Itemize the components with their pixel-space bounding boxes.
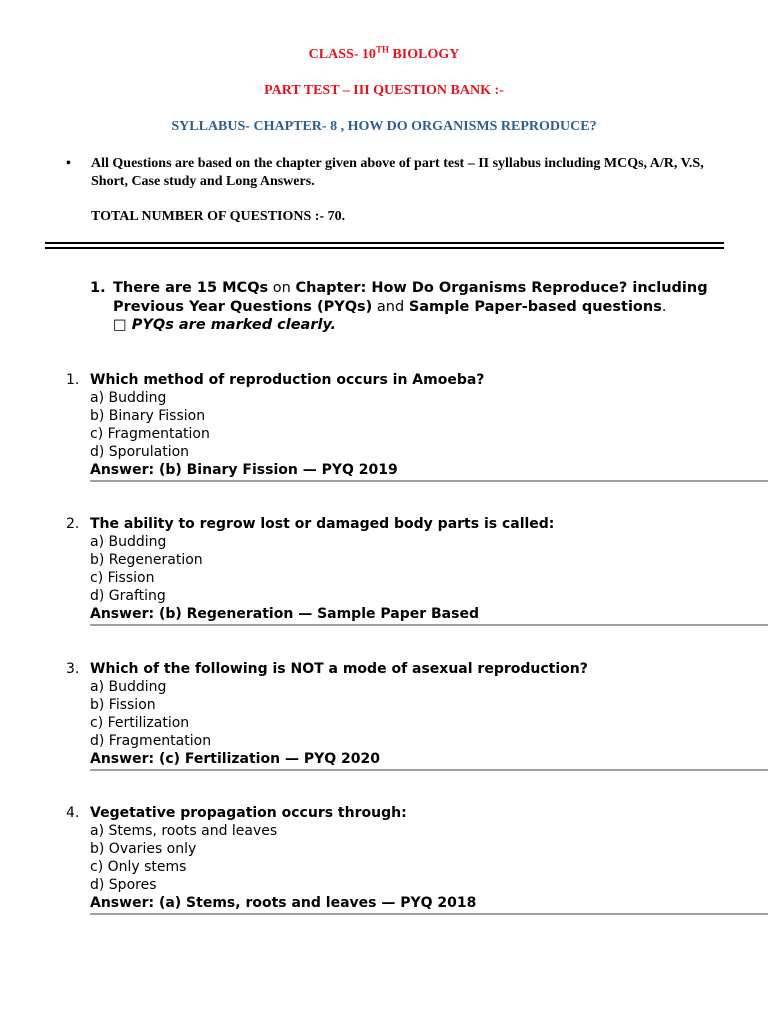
answer-line: Answer: (b) Binary Fission — PYQ 2019 <box>90 462 398 478</box>
answer-line: Answer: (b) Regeneration — Sample Paper Based <box>90 606 479 622</box>
option: c) Only stems <box>90 859 187 875</box>
option: c) Fragmentation <box>90 426 210 442</box>
option: c) Fertilization <box>90 715 190 731</box>
question-divider <box>90 769 768 771</box>
double-divider <box>45 242 724 249</box>
total-questions: TOTAL NUMBER OF QUESTIONS :- 70. <box>91 209 346 224</box>
option: b) Binary Fission <box>90 408 206 424</box>
option: c) Fission <box>90 570 155 586</box>
bullet-icon: • <box>66 156 71 171</box>
question-block <box>66 660 768 771</box>
question-block <box>66 515 768 626</box>
missing-glyph-icon: □ <box>113 317 127 333</box>
option: d) Sporulation <box>90 444 190 460</box>
question-text: Vegetative propagation occurs through: <box>90 805 407 821</box>
syllabus-title: SYLLABUS- CHAPTER- 8 , HOW DO ORGANISMS REPRODUCE? <box>171 119 597 134</box>
option: a) Stems, roots and leaves <box>90 823 278 839</box>
question-number: 3. <box>66 661 80 677</box>
option: d) Spores <box>90 877 157 893</box>
note-bullet <box>66 155 716 191</box>
question-block <box>66 804 768 915</box>
question-number: 2. <box>66 516 80 532</box>
question-block <box>66 371 768 482</box>
option: d) Fragmentation <box>90 733 212 749</box>
note-text: All Questions are based on the chapter given above of part test – II syllabus including MCQs, A/R, V.S, Short, Case study and Long Answers. <box>91 156 704 189</box>
question-number: 1. <box>66 372 80 388</box>
answer-line: Answer: (c) Fertilization — PYQ 2020 <box>90 751 380 767</box>
option: a) Budding <box>90 534 167 550</box>
option: b) Fission <box>90 697 156 713</box>
intro-number: 1. <box>90 280 106 296</box>
question-text: Which of the following is NOT a mode of asexual reproduction? <box>90 661 588 677</box>
question-divider <box>90 913 768 915</box>
question-number: 4. <box>66 805 80 821</box>
part-test-title: PART TEST – III QUESTION BANK :- <box>264 83 504 98</box>
option: b) Ovaries only <box>90 841 197 857</box>
question-divider <box>90 480 768 482</box>
question-divider <box>90 624 768 626</box>
option: d) Grafting <box>90 588 166 604</box>
class-title: CLASS- 10TH BIOLOGY <box>308 44 460 62</box>
intro-paragraph: 1. There are 15 MCQs on Chapter: How Do Organisms Reproduce? including Previous Year Questions (PYQs) and Sample Paper-based questions. □ PYQs are marked clearly. <box>90 280 708 333</box>
question-text: Which method of reproduction occurs in Amoeba? <box>90 372 485 388</box>
option: a) Budding <box>90 390 167 406</box>
option: b) Regeneration <box>90 552 203 568</box>
question-text: The ability to regrow lost or damaged body parts is called: <box>90 516 555 532</box>
option: a) Budding <box>90 679 167 695</box>
answer-line: Answer: (a) Stems, roots and leaves — PYQ 2018 <box>90 895 477 911</box>
